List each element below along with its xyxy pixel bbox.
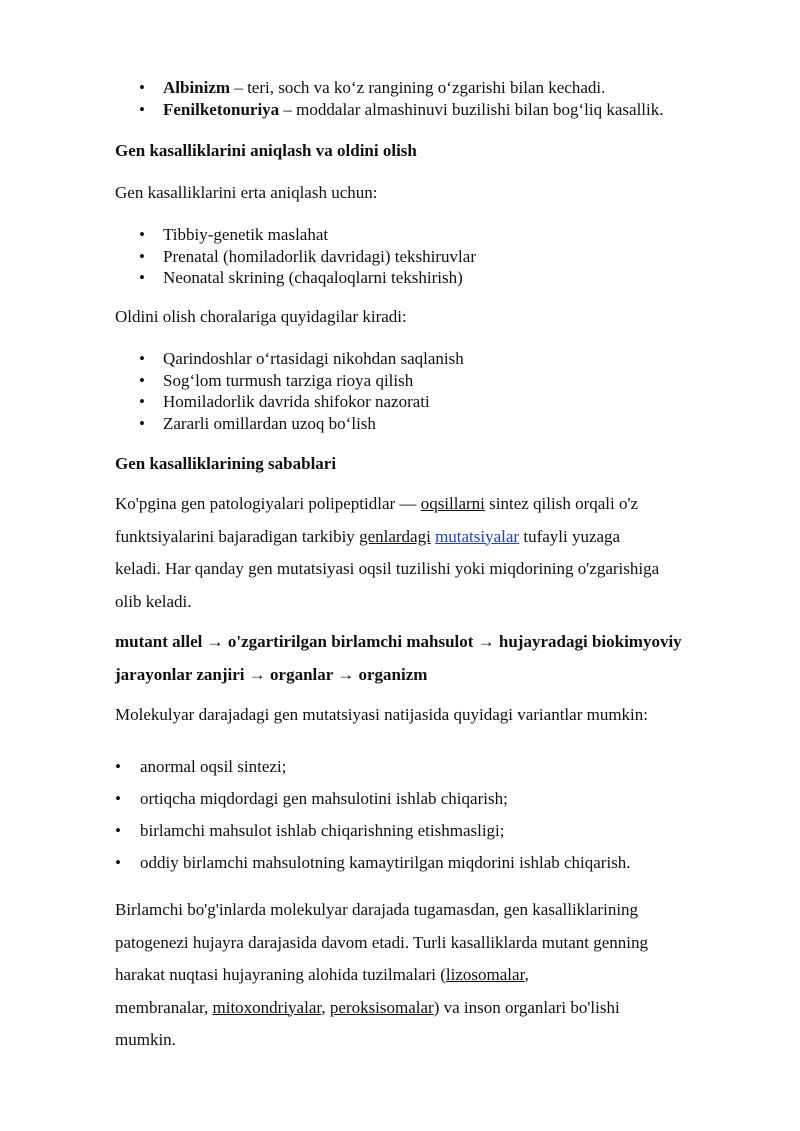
term-mitochondria: mitoxondriyalar [212,997,322,1017]
text-line: Birlamchi bo'g'inlarda molekulyar darajada tugamasdan, gen kasalliklarining [115,900,639,919]
text-line: membranalar, mitoxondriyalar, peroksisomalar) va inson organlari bo'lishi [115,997,620,1017]
text-line: harakat nuqtasi hujayraning alohida tuzilmalari (lizosomalar, [115,965,529,984]
list-item: • oddiy birlamchi mahsulotning kamaytirilgan miqdorini ishlab chiqarish. [115,853,631,885]
paragraph: Gen kasalliklarini erta aniqlash uchun: [115,183,378,202]
text-line: jarayonlar zanjiri → organlar → organizm [115,664,428,684]
text-line: mumkin. [115,1030,176,1049]
variants-list [115,757,631,885]
list-item: • Tibbiy-genetik maslahat [115,224,476,246]
text-line: olib keladi. [115,591,192,611]
pathogenesis-paragraph [115,894,755,1057]
term-genes: genlardagi [359,526,431,546]
list-item: • Sog‘lom turmush tarziga rioya qilish [115,370,464,392]
text-line: mutant allel → o'zgartirilgan birlamchi mahsulot → hujayradagi biokimyoviy [115,632,682,651]
section-heading: Gen kasalliklarini aniqlash va oldini olish [115,141,417,160]
text-line: Ko'pgina gen patologiyalari polipeptidlar — oqsillarni sintez qilish orqali o'z [115,494,639,513]
text-line: patogenezi hujayra darajasida davom etadi. Turli kasalliklarda mutant genning [115,932,648,952]
list-item: • Homiladorlik davrida shifokor nazorati [115,391,464,413]
list-item: • Qarindoshlar o‘rtasidagi nikohdan saqlanish [115,348,464,370]
paragraph: Oldini olish choralariga quyidagilar kiradi: [115,307,407,326]
list-item: • Zararli omillardan uzoq bo‘lish [115,413,464,435]
text-line: keladi. Har qanday gen mutatsiyasi oqsil tuzilishi yoki miqdorining o'zgarishiga [115,559,660,578]
list-item: • Albinizm – teri, soch va ko‘z rangining o‘zgarishi bilan kechadi. [115,77,664,99]
term: Albinizm [163,78,231,97]
pathogenesis-chain [115,626,775,691]
causes-paragraph [115,488,755,618]
list-item: • Fenilketonuriya – moddalar almashinuvi buzilishi bilan bog‘liq kasallik. [115,99,664,121]
list-item: • birlamchi mahsulot ishlab chiqarishning etishmasligi; [115,821,631,853]
mutations-link[interactable]: mutatsiyalar [435,526,520,546]
detection-list [115,224,476,289]
term: Fenilketonuriya [163,99,280,119]
term-peroxisomes: peroksisomalar [329,997,434,1017]
list-item: • ortiqcha miqdordagi gen mahsulotini ishlab chiqarish; [115,789,631,821]
list-item: • Neonatal skrining (chaqaloqlarni tekshirish) [115,267,476,289]
disease-list [115,77,664,120]
list-item: • Prenatal (homiladorlik davridagi) tekshiruvlar [115,246,476,268]
prevention-list [115,348,464,434]
text-line: funktsiyalarini bajaradigan tarkibiy genlardagi mutatsiyalar tufayli yuzaga [115,526,621,546]
term-proteins: oqsillarni [420,494,485,513]
term-lysosomes: lizosomalar [445,965,525,984]
list-item: • anormal oqsil sintezi; [115,757,631,789]
section-heading: Gen kasalliklarining sabablari [115,454,337,473]
paragraph: Molekulyar darajadagi gen mutatsiyasi natijasida quyidagi variantlar mumkin: [115,705,648,724]
